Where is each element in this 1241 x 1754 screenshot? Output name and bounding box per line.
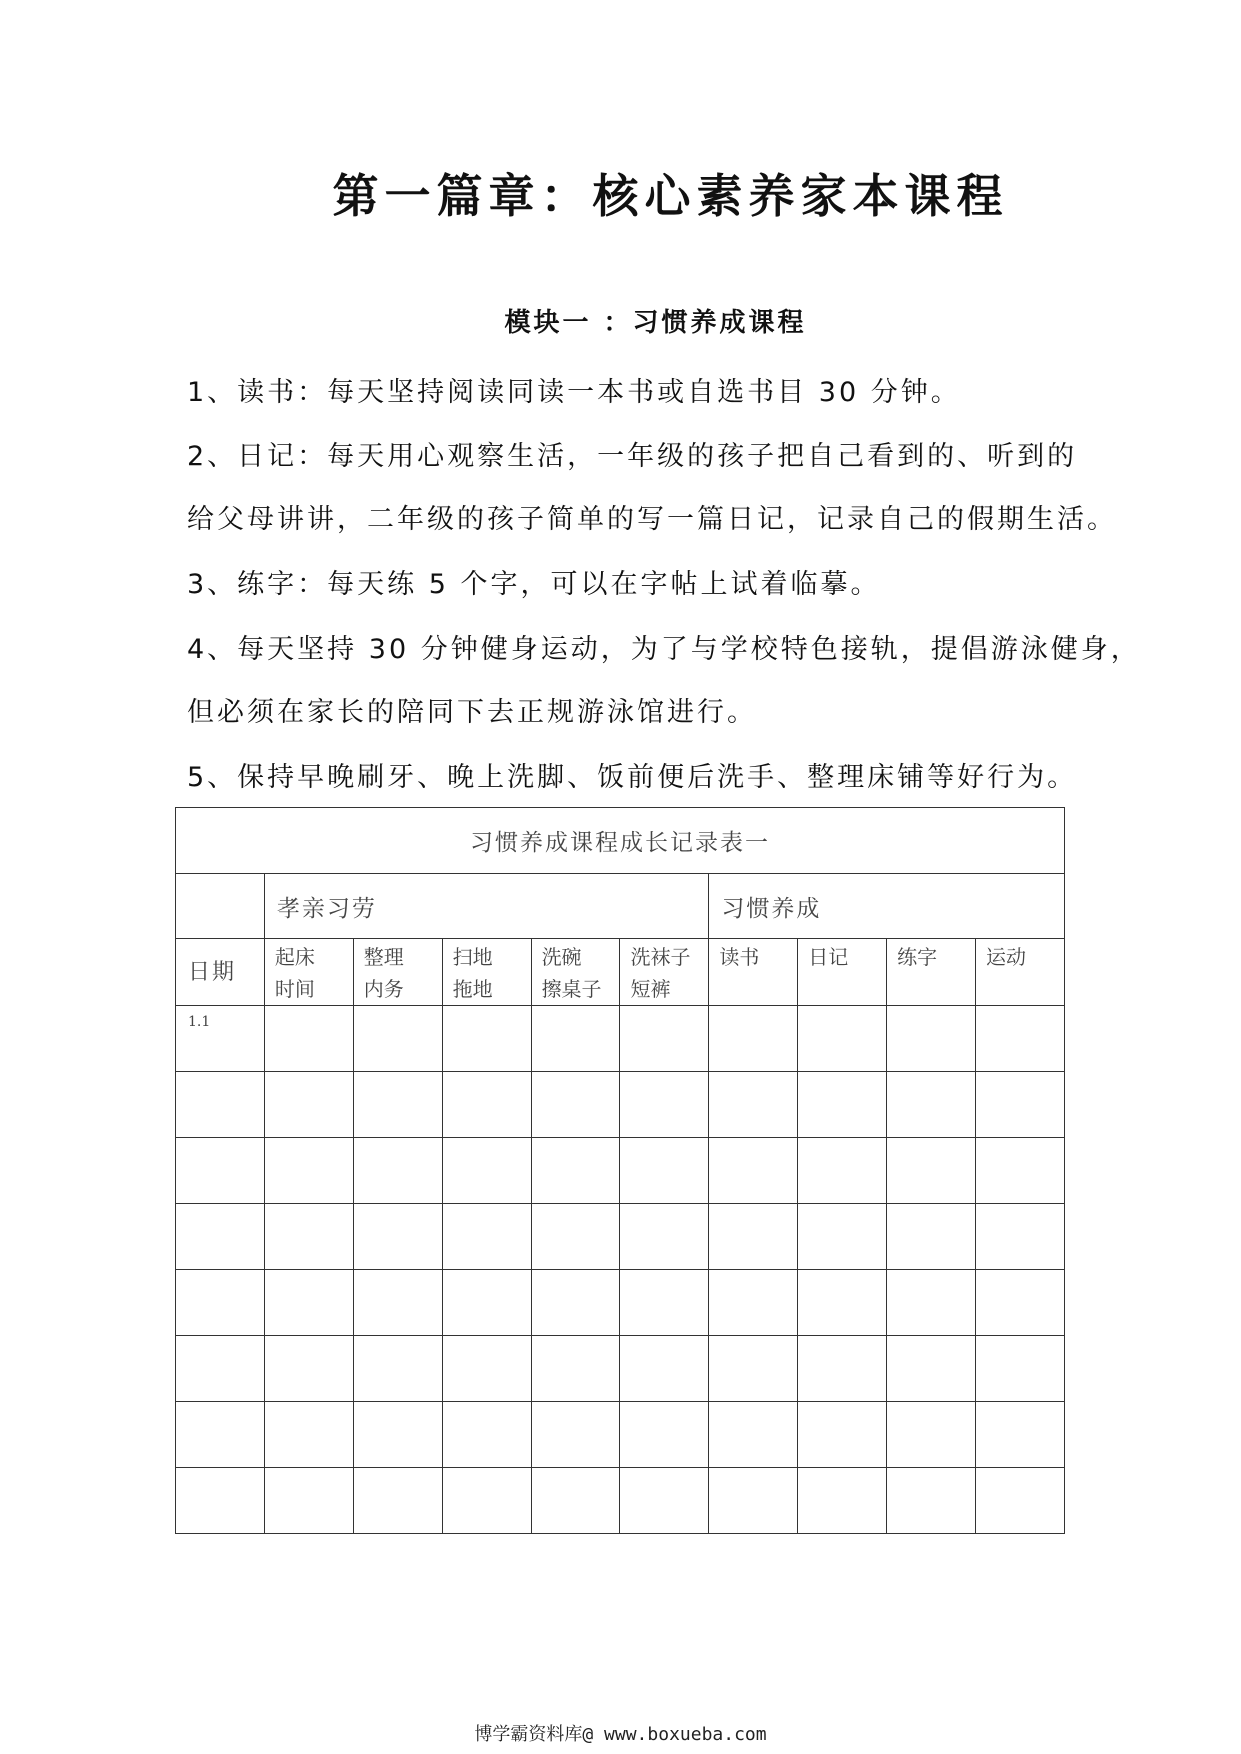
table-cell <box>620 1072 709 1138</box>
table-cell <box>887 1072 976 1138</box>
table-cell <box>442 1072 531 1138</box>
table-cell <box>620 1006 709 1072</box>
footer-watermark: 博学霸资料库@ www.boxueba.com <box>474 1724 767 1745</box>
chapter-title: 第一篇章：核心素养家本课程 <box>332 169 1009 223</box>
table-cell <box>442 1468 531 1534</box>
table-cell <box>887 1336 976 1402</box>
table-cell <box>709 1138 798 1204</box>
table-cell <box>798 1204 887 1270</box>
table-group-row <box>176 874 1065 939</box>
table-cell <box>620 1336 709 1402</box>
table-cell <box>353 1072 442 1138</box>
table-cell <box>620 1402 709 1468</box>
table-row <box>176 1138 1065 1204</box>
table-cell <box>798 1270 887 1336</box>
paragraph-line-diary-1: 2、日记：每天用心观察生活，一年级的孩子把自己看到的、听到的 <box>187 441 1078 472</box>
column-header-exercise: 运动 <box>976 939 1065 1006</box>
module-title: 模块一 ：习惯养成课程 <box>504 308 807 338</box>
table-cell <box>442 1006 531 1072</box>
table-cell <box>531 1072 620 1138</box>
table-cell <box>264 1138 353 1204</box>
table-cell <box>531 1270 620 1336</box>
group-filial-chores <box>264 874 708 939</box>
paragraph-line-hygiene: 5、保持早晚刷牙、晚上洗脚、饭前便后洗手、整理床铺等好行为。 <box>187 762 1078 793</box>
group-habit-building <box>709 874 1065 939</box>
group-filial-label: 孝亲习劳 <box>276 895 377 922</box>
table-cell <box>442 1138 531 1204</box>
table-cell <box>887 1468 976 1534</box>
table-cell <box>887 1006 976 1072</box>
table-cell <box>264 1468 353 1534</box>
date-column-header: 日期 <box>176 939 265 1006</box>
table-cell <box>353 1468 442 1534</box>
column-header-wake-time: 起床 时间 <box>264 939 353 1006</box>
paragraph-line-exercise-1: 4、每天坚持 30 分钟健身运动，为了与学校特色接轨，提倡游泳健身， <box>187 634 1141 665</box>
table-cell <box>798 1072 887 1138</box>
group-habit-label: 习惯养成 <box>721 895 822 922</box>
table-cell <box>887 1402 976 1468</box>
table-cell <box>620 1270 709 1336</box>
table-cell <box>264 1402 353 1468</box>
table-cell <box>353 1270 442 1336</box>
table-row <box>176 1006 1065 1072</box>
paragraph-line-reading: 1、读书：每天坚持阅读同读一本书或自选书目 30 分钟。 <box>187 377 961 408</box>
table-caption-row <box>176 808 1065 874</box>
table-cell <box>887 1270 976 1336</box>
table-row <box>176 1468 1065 1534</box>
table-row <box>176 1336 1065 1402</box>
table-cell <box>442 1204 531 1270</box>
table-cell <box>620 1204 709 1270</box>
table-cell <box>709 1204 798 1270</box>
paragraph-line-exercise-2: 但必须在家长的陪同下去正规游泳馆进行。 <box>187 697 757 728</box>
table-row <box>176 1072 1065 1138</box>
table-cell <box>353 1138 442 1204</box>
date-cell <box>176 1468 265 1534</box>
table-cell <box>620 1468 709 1534</box>
group-corner-cell <box>176 874 265 939</box>
date-cell <box>176 1336 265 1402</box>
table-cell <box>798 1336 887 1402</box>
table-cell <box>976 1468 1065 1534</box>
column-header-dishes-table: 洗碗 擦桌子 <box>531 939 620 1006</box>
paragraph-line-writing: 3、练字：每天练 5 个字，可以在字帖上试着临摹。 <box>187 569 881 600</box>
table-row <box>176 1204 1065 1270</box>
date-cell <box>176 1072 265 1138</box>
date-cell <box>176 1402 265 1468</box>
column-header-reading: 读书 <box>709 939 798 1006</box>
table-cell <box>531 1336 620 1402</box>
table-cell <box>976 1402 1065 1468</box>
table-cell <box>709 1336 798 1402</box>
table-cell <box>531 1402 620 1468</box>
table-cell <box>887 1204 976 1270</box>
date-cell <box>176 1204 265 1270</box>
table-cell <box>709 1402 798 1468</box>
table-row <box>176 1270 1065 1336</box>
table-cell <box>798 1138 887 1204</box>
table-cell <box>798 1006 887 1072</box>
table-cell <box>353 1402 442 1468</box>
date-cell <box>176 1138 265 1204</box>
table-cell <box>442 1402 531 1468</box>
table-cell <box>976 1336 1065 1402</box>
table-cell <box>264 1072 353 1138</box>
table-cell <box>976 1270 1065 1336</box>
table-cell <box>709 1006 798 1072</box>
table-cell <box>709 1468 798 1534</box>
table-cell <box>353 1006 442 1072</box>
column-header-tidy-room: 整理 内务 <box>353 939 442 1006</box>
table-row <box>176 1402 1065 1468</box>
date-cell: 1.1 <box>176 1006 265 1072</box>
table-cell <box>264 1270 353 1336</box>
table-cell <box>709 1072 798 1138</box>
table-cell <box>531 1138 620 1204</box>
table-cell <box>620 1138 709 1204</box>
column-header-diary: 日记 <box>798 939 887 1006</box>
date-cell <box>176 1270 265 1336</box>
table-cell <box>976 1138 1065 1204</box>
table-cell <box>976 1204 1065 1270</box>
column-header-wash-socks: 洗袜子 短裤 <box>620 939 709 1006</box>
column-header-sweep-mop: 扫地 拖地 <box>442 939 531 1006</box>
table-cell <box>798 1402 887 1468</box>
table-cell <box>976 1072 1065 1138</box>
table-cell <box>976 1006 1065 1072</box>
table-cell <box>887 1138 976 1204</box>
table-cell <box>264 1336 353 1402</box>
table-cell <box>531 1204 620 1270</box>
table-cell <box>442 1336 531 1402</box>
table-cell <box>353 1204 442 1270</box>
table-cell <box>798 1468 887 1534</box>
table-caption: 习惯养成课程成长记录表一 <box>176 808 1065 874</box>
column-header-handwriting: 练字 <box>887 939 976 1006</box>
paragraph-line-diary-2: 给父母讲讲，二年级的孩子简单的写一篇日记，记录自己的假期生活。 <box>187 504 1117 535</box>
table-cell <box>353 1336 442 1402</box>
table-cell <box>531 1006 620 1072</box>
table-cell <box>709 1270 798 1336</box>
table-cell <box>264 1006 353 1072</box>
table-cell <box>442 1270 531 1336</box>
growth-record-table <box>175 807 1065 1534</box>
table-cell <box>531 1468 620 1534</box>
table-cell <box>264 1204 353 1270</box>
table-header-row <box>176 939 1065 1006</box>
